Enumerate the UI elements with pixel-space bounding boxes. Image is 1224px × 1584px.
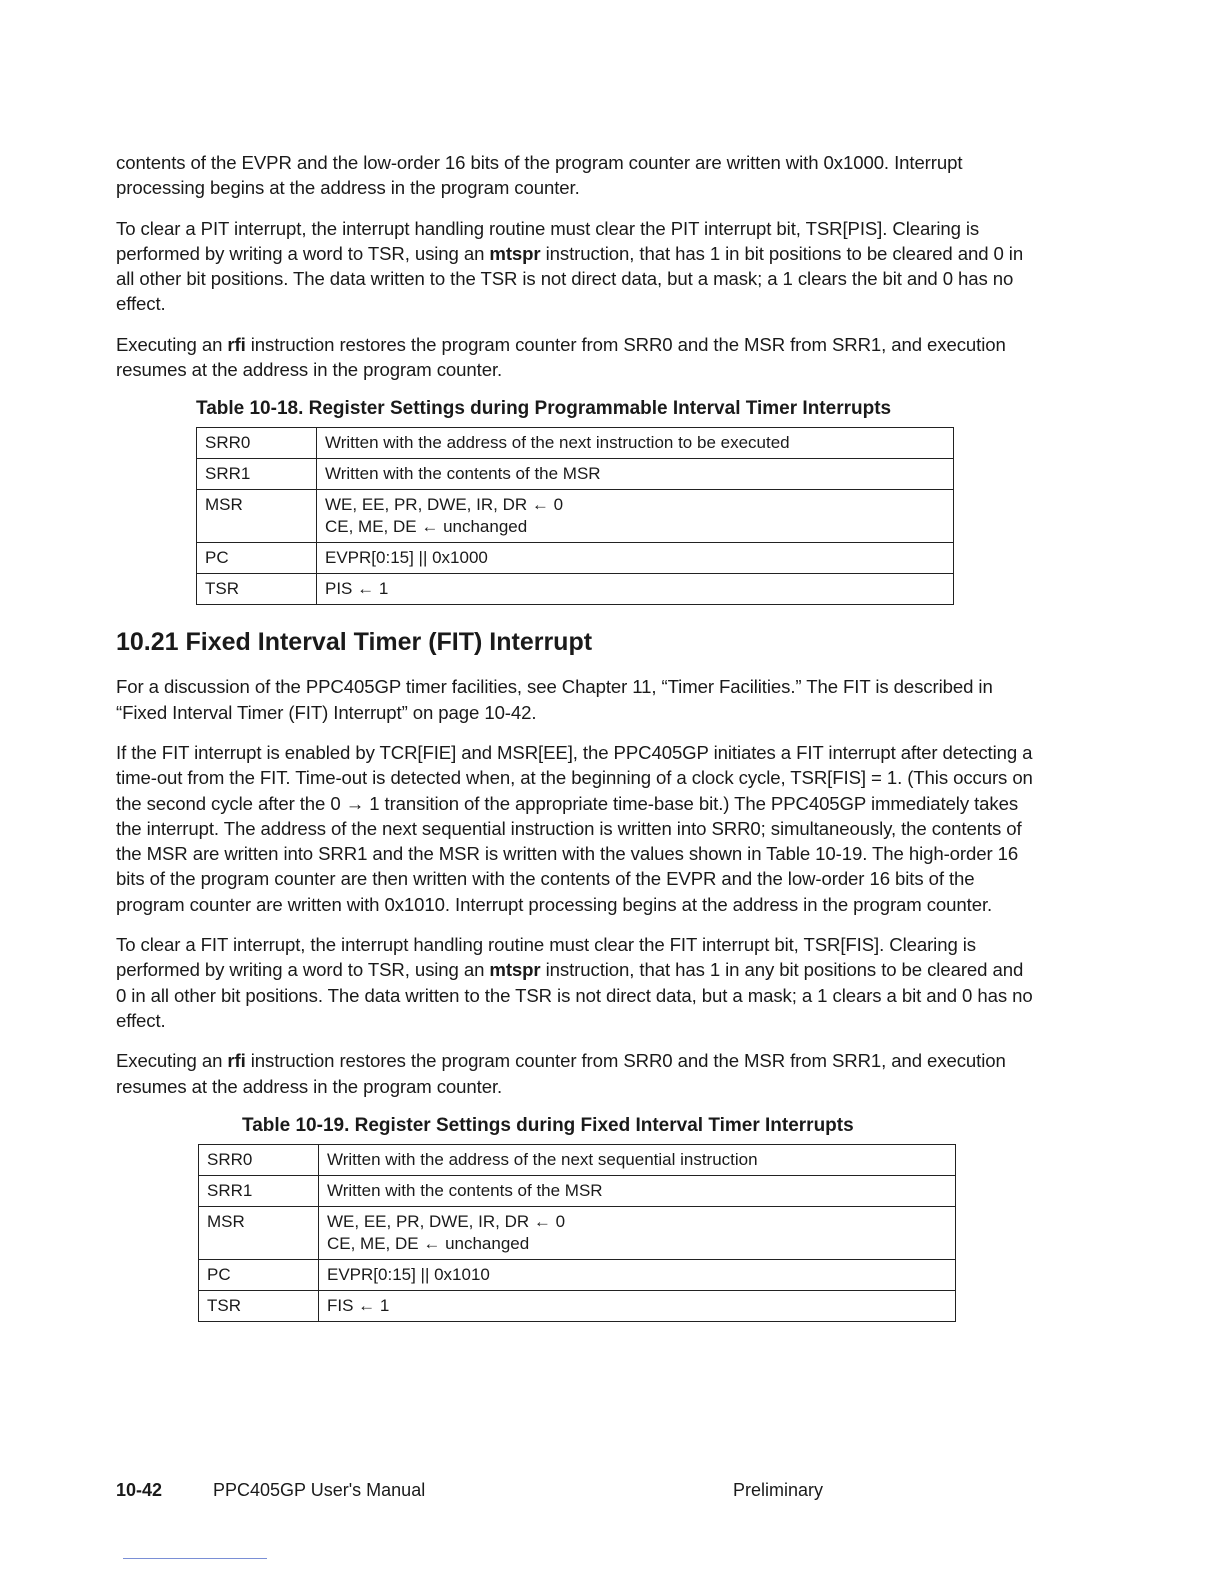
- register-setting-cell: [319, 1206, 956, 1259]
- table-row: [199, 1175, 956, 1206]
- setting-line: WE, EE, PR, DWE, IR, DR ← 0: [325, 495, 564, 515]
- register-name-cell: MSR: [199, 1206, 319, 1259]
- paragraph-text: instruction, that has 1 in any bit positions to be cleared and 0 in all other bit positions. The data written to the TSR is not direct data, but a mask; a 1 clears a bit and 0 has no effect.: [116, 959, 1033, 1031]
- body-paragraph: [116, 674, 1036, 725]
- register-setting-cell: [317, 428, 954, 459]
- paragraph-text: For a discussion of the PPC405GP timer facilities, see Chapter 11, “Timer Facilities.” The FIT is described in “Fixed Interval Timer (FIT) Interrupt” on page 10-42.: [116, 676, 993, 723]
- register-name-cell: PC: [197, 543, 317, 574]
- register-setting-cell: [317, 574, 954, 605]
- manual-title: PPC405GP User's Manual: [213, 1480, 426, 1500]
- paragraph-text: To clear a PIT interrupt, the interrupt handling routine must clear the PIT interrupt bit, TSR[PIS]. Clearing is performed by writing a word to TSR, using an: [116, 217, 980, 264]
- setting-line: Written with the address of the next sequential instruction: [327, 1149, 758, 1169]
- table-10-18-block: [196, 397, 1036, 605]
- register-setting-cell: [319, 1144, 956, 1175]
- setting-line: CE, ME, DE ← unchanged: [327, 1233, 530, 1253]
- document-page: [116, 150, 1036, 1322]
- table-row: [197, 543, 954, 574]
- setting-line: WE, EE, PR, DWE, IR, DR ← 0: [327, 1211, 566, 1231]
- register-name-cell: SRR1: [199, 1175, 319, 1206]
- setting-line: Written with the contents of the MSR: [325, 464, 601, 484]
- register-setting-cell: [317, 543, 954, 574]
- paragraph-group-section: [116, 674, 1036, 1098]
- register-setting-cell: [319, 1259, 956, 1290]
- register-name-cell: SRR1: [197, 459, 317, 490]
- document-status: Preliminary: [733, 1480, 824, 1500]
- instruction-mnemonic: rfi: [227, 333, 246, 355]
- paragraph-text: To clear a FIT interrupt, the interrupt handling routine must clear the FIT interrupt bit, TSR[FIS]. Clearing is performed by writing a word to TSR, using an: [116, 934, 976, 981]
- table-row: [197, 459, 954, 490]
- body-paragraph: [116, 216, 1036, 317]
- table-caption: Table 10-19. Register Settings during Fixed Interval Timer Interrupts: [242, 1114, 854, 1136]
- body-paragraph: [116, 150, 1036, 201]
- table-row: [197, 490, 954, 543]
- register-name-cell: SRR0: [199, 1144, 319, 1175]
- setting-line: EVPR[0:15] || 0x1000: [325, 548, 488, 568]
- setting-line: FIS ← 1: [327, 1295, 390, 1315]
- paragraph-text: instruction restores the program counter from SRR0 and the MSR from SRR1, and execution resumes at the address in the program counter.: [116, 1050, 1006, 1097]
- table-row: [199, 1290, 956, 1321]
- instruction-mnemonic: rfi: [227, 1050, 246, 1072]
- register-name-cell: PC: [199, 1259, 319, 1290]
- table-row: [199, 1259, 956, 1290]
- section-heading: 10.21 Fixed Interval Timer (FIT) Interrupt: [116, 628, 593, 657]
- paragraph-text: If the FIT interrupt is enabled by TCR[FIE] and MSR[EE], the PPC405GP initiates a FIT interrupt after detecting a time-out from the FIT. Time-out is detected when, at the beginning of a clock cycle, TSR[FIS] = 1. (This occurs on the second cycle after the 0 → 1 transition of the appropriate time-base bit.) The PPC405GP immediately takes the interrupt. The address of the next sequential instruction is written into SRR0; simultaneously, the contents of the MSR are written into SRR1 and the MSR is written with the values shown in Table 10-19. The high-order 16 bits of the program counter are then written with the contents of the EVPR and the low-order 16 bits of the program counter are written with 0x1010. Interrupt processing begins at the address in the program counter.: [116, 741, 1033, 915]
- register-table-10-18: [196, 427, 954, 605]
- register-table-10-19: [198, 1144, 956, 1322]
- register-name-cell: TSR: [199, 1290, 319, 1321]
- table-row: [199, 1206, 956, 1259]
- register-name-cell: TSR: [197, 574, 317, 605]
- table-row: [197, 574, 954, 605]
- paragraph-text: Executing an: [116, 333, 228, 355]
- paragraph-text: instruction restores the program counter from SRR0 and the MSR from SRR1, and execution resumes at the address in the program counter.: [116, 333, 1006, 381]
- table-row: [199, 1144, 956, 1175]
- paragraph-text: instruction, that has 1 in bit positions to be cleared and 0 in all other bit positions. The data written to the TSR is not direct data, but a mask; a 1 clears the bit and 0 has no effect.: [116, 242, 1024, 315]
- register-setting-cell: [317, 459, 954, 490]
- register-name-cell: MSR: [197, 490, 317, 543]
- instruction-mnemonic: mtspr: [489, 242, 541, 264]
- register-setting-cell: [317, 490, 954, 543]
- setting-line: PIS ← 1: [325, 579, 389, 599]
- table-caption: Table 10-18. Register Settings during Programmable Interval Timer Interrupts: [196, 398, 892, 420]
- setting-line: Written with the address of the next instruction to be executed: [325, 433, 790, 453]
- register-setting-cell: [319, 1175, 956, 1206]
- paragraph-group-top: [116, 150, 1036, 382]
- paragraph-text: contents of the EVPR and the low-order 16 bits of the program counter are written with 0x1000. Interrupt processing begins at the address in the program counter.: [116, 152, 963, 199]
- body-paragraph: [116, 1048, 1036, 1099]
- page-number: 10-42: [116, 1480, 163, 1500]
- register-name-cell: SRR0: [197, 428, 317, 459]
- register-setting-cell: [319, 1290, 956, 1321]
- setting-line: CE, ME, DE ← unchanged: [325, 517, 528, 537]
- body-paragraph: [116, 332, 1036, 383]
- setting-line: EVPR[0:15] || 0x1010: [327, 1264, 490, 1284]
- table-row: [197, 428, 954, 459]
- paragraph-text: Executing an: [116, 1050, 228, 1072]
- body-paragraph: [116, 932, 1036, 1033]
- instruction-mnemonic: mtspr: [489, 959, 541, 981]
- bottom-divider: [123, 1558, 267, 1559]
- body-paragraph: [116, 740, 1036, 917]
- setting-line: Written with the contents of the MSR: [327, 1180, 603, 1200]
- table-10-19-block: [198, 1114, 1036, 1322]
